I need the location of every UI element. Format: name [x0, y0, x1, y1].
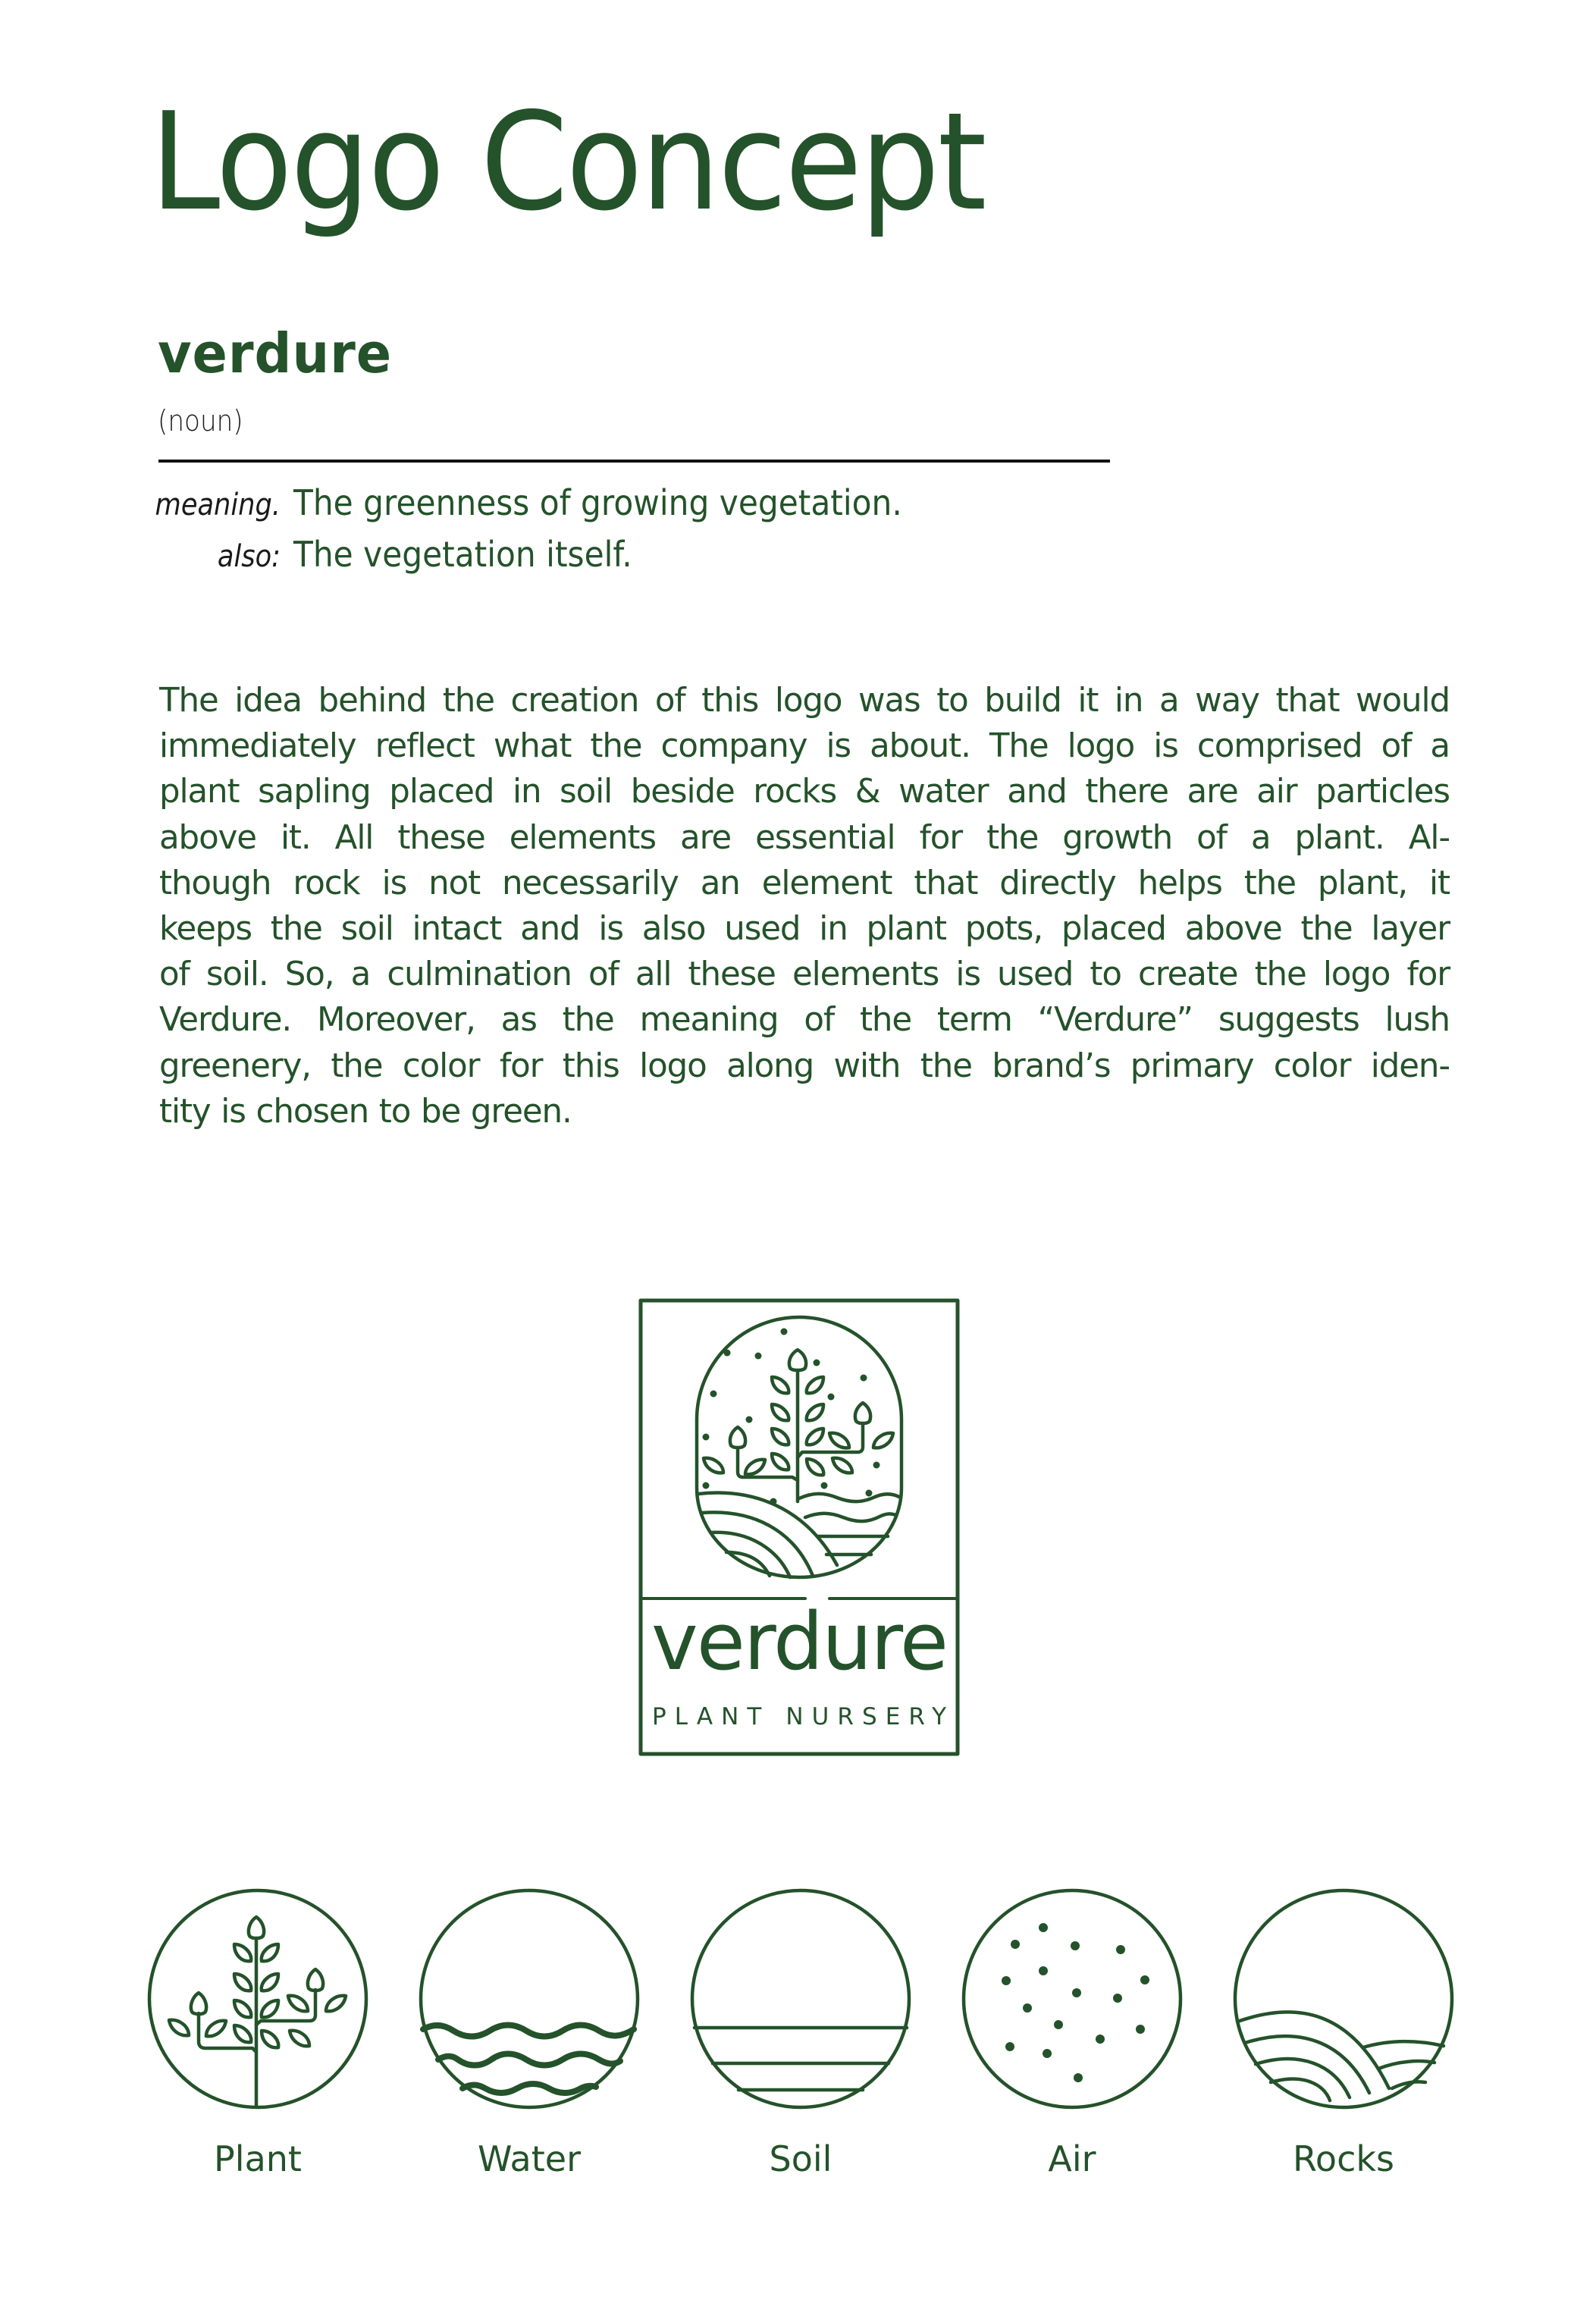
element-air [958, 1888, 1186, 2191]
element-label: Rocks [1293, 2138, 1394, 2179]
description-line: The idea behind the creation of this logo was to build it in a way that would [159, 682, 1450, 720]
part-of-speech: (noun) [158, 404, 243, 438]
description-line: Verdure. Moreover, as the meaning of the term “Verdure” suggests lush [159, 1001, 1450, 1040]
element-rocks [1230, 1888, 1457, 2191]
element-label: Water [478, 2138, 581, 2179]
soil-layers-icon [687, 1888, 914, 2116]
description-line: plant sapling placed in soil beside rocks & water and there are air particles [159, 773, 1450, 811]
element-label: Soil [769, 2138, 832, 2179]
definition-label: also: [217, 539, 281, 574]
description-line: tity is chosen to be green. [159, 1092, 572, 1131]
description-line: of soil. So, a culmination of all these elements is used to create the logo for [159, 955, 1450, 994]
divider [158, 460, 1110, 463]
definition-text: The greenness of growing vegetation. [293, 482, 902, 523]
element-plant [144, 1888, 372, 2191]
page-title: Logo Concept [150, 83, 985, 240]
definition-label: meaning. [155, 488, 281, 522]
element-label: Plant [214, 2138, 302, 2179]
description-line: above it. All these elements are essential for the growth of a plant. Al- [159, 818, 1450, 857]
water-waves-icon [415, 1888, 643, 2116]
description-line: though rock is not necessarily an element that directly helps the plant, it [159, 864, 1450, 902]
description-line: immediately reflect what the company is about. The logo is comprised of a [159, 727, 1450, 766]
verdure-logo [638, 1298, 960, 1756]
logo-wordmark: verdure [651, 1595, 947, 1688]
element-soil [687, 1888, 914, 2191]
rocks-arcs-icon [1230, 1888, 1457, 2116]
logo-tagline: PLANT NURSERY [652, 1703, 946, 1730]
definition-text: The vegetation itself. [293, 534, 632, 575]
concept-description [159, 678, 1450, 1134]
plant-sapling-icon [144, 1888, 372, 2116]
definition-term: verdure [158, 322, 393, 385]
air-particles-icon [958, 1888, 1186, 2116]
element-water [415, 1888, 643, 2191]
element-label: Air [1048, 2138, 1096, 2179]
description-line: keeps the soil intact and is also used in plant pots, placed above the layer [159, 910, 1450, 949]
verdure-emblem-icon [638, 1298, 960, 1756]
description-line: greenery, the color for this logo along with the brand’s primary color iden- [159, 1046, 1450, 1085]
